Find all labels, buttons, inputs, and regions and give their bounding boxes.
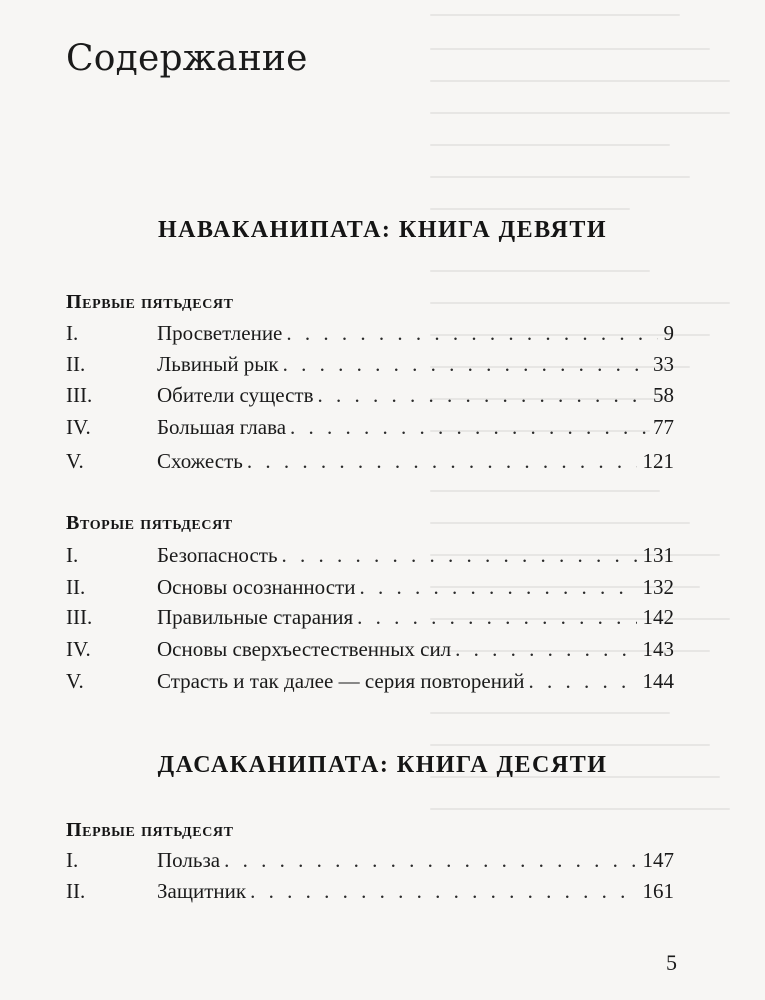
dot-leader [455,634,636,664]
entry-number: I. [66,543,79,567]
toc-entry[interactable] [66,446,674,476]
entry-title: Правильные старания [157,605,354,629]
entry-number: I. [66,848,79,872]
toc-entry[interactable] [66,602,674,632]
book-title: НАВАКАНИПАТА: КНИГА ДЕВЯТИ [158,217,607,243]
toc-entry[interactable] [66,845,674,875]
entry-number: I. [66,321,79,345]
dot-leader [359,572,636,602]
entry-page-number: 58 [653,383,674,407]
entry-title: Польза [157,848,221,872]
entry-number: III. [66,383,93,407]
toc-entry[interactable] [66,876,674,906]
entry-title: Безопасность [157,543,278,567]
entry-page-number: 147 [642,848,674,872]
entry-title: Страсть и так далее — серия повторений [157,669,525,693]
entry-title: Большая глава [157,415,287,439]
entry-title: Защитник [157,879,247,903]
dot-leader [286,318,657,348]
dot-leader [528,666,636,696]
entry-page-number: 131 [642,543,674,567]
toc-entry[interactable] [66,540,674,570]
entry-number: IV. [66,637,91,661]
dot-leader [290,412,647,442]
dot-leader [250,876,636,906]
entry-page-number: 144 [642,669,674,693]
page-title: Содержание [66,38,308,79]
entry-title: Схожесть [157,449,243,473]
toc-entry[interactable] [66,666,674,696]
entry-title: Львиный рык [157,352,279,376]
entry-page-number: 143 [642,637,674,661]
dot-leader [224,845,636,875]
dot-leader [357,602,636,632]
entry-page-number: 142 [642,605,674,629]
entry-page-number: 132 [642,575,674,599]
entry-title: Просветление [157,321,283,345]
toc-entry[interactable] [66,572,674,602]
entry-number: IV. [66,415,91,439]
toc-entry[interactable] [66,318,674,348]
entry-number: V. [66,449,84,473]
entry-number: III. [66,605,93,629]
book-title: ДАСАКАНИПАТА: КНИГА ДЕСЯТИ [157,752,608,778]
entry-number: II. [66,352,86,376]
entry-number: V. [66,669,84,693]
entry-number: II. [66,575,86,599]
entry-number: II. [66,879,86,903]
entry-page-number: 77 [653,415,674,439]
entry-title: Основы сверхъестественных сил [157,637,452,661]
entry-page-number: 33 [653,352,674,376]
section-title: Первые пятьдесят [66,819,234,841]
page-number: 5 [666,950,677,975]
entry-title: Обители существ [157,383,314,407]
toc-entry[interactable] [66,634,674,664]
entry-page-number: 9 [663,321,674,345]
entry-title: Основы осознанности [157,575,356,599]
dot-leader [247,446,637,476]
toc-entry[interactable] [66,380,674,410]
toc-entry[interactable] [66,349,674,379]
dot-leader [318,380,647,410]
section-title: Первые пятьдесят [66,291,234,313]
dot-leader [283,349,647,379]
entry-page-number: 161 [642,879,674,903]
dot-leader [282,540,637,570]
toc-entry[interactable] [66,412,674,442]
entry-page-number: 121 [642,449,674,473]
section-title: Вторые пятьдесят [66,512,233,534]
